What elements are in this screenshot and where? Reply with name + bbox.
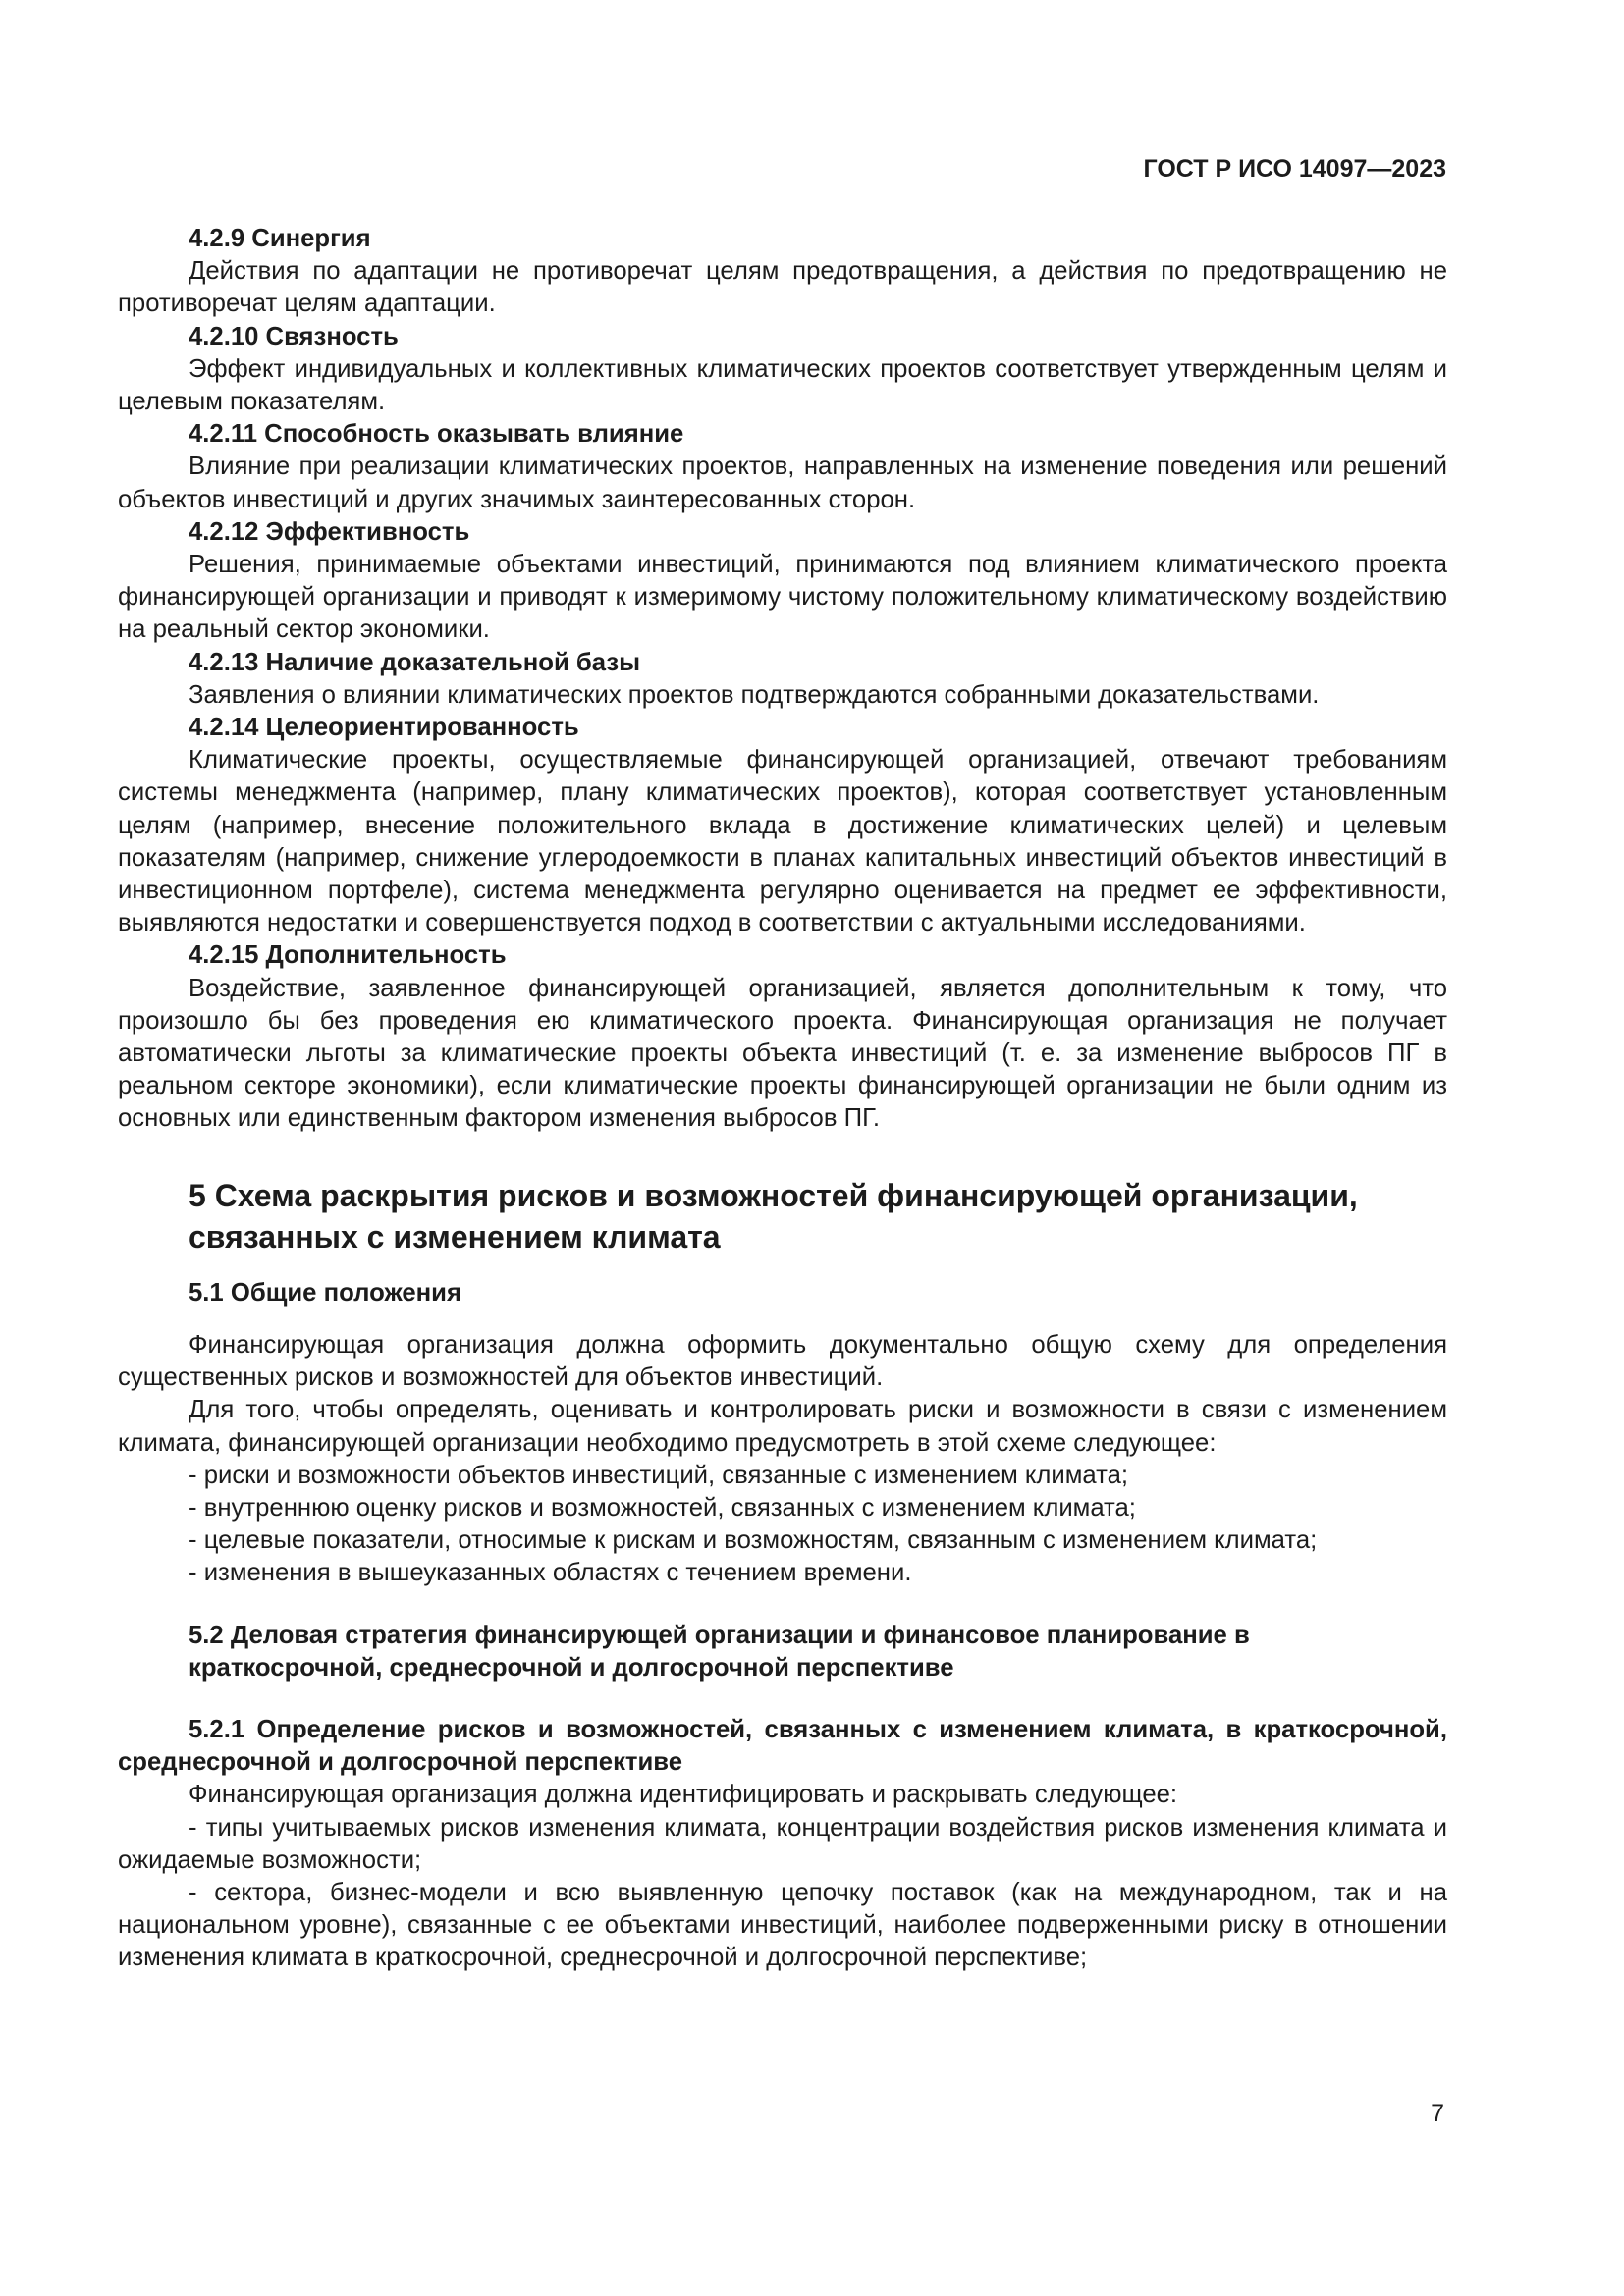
clause-heading-5-1: 5.1 Общие положения [189, 1278, 461, 1307]
list-item: - риски и возможности объектов инвестиций, связанные с изменением климата; [189, 1461, 1129, 1489]
clause-heading-5-2-1: 5.2.1 Определение рисков и возможностей, связанных с изменением климата, в краткосрочной, среднесрочной и долгосрочной перспективе [118, 1715, 1447, 1777]
clause-heading-4-2-13: 4.2.13 Наличие доказательной базы [189, 648, 641, 676]
paragraph: Решения, принимаемые объектами инвестиций, принимаются под влиянием климатического проекта финансирующей организации и приводят к измеримому чистому положительному климатическому воздействию на реальный сектор экономики. [118, 551, 1447, 644]
clause-heading-4-2-9: 4.2.9 Синергия [189, 225, 371, 252]
paragraph: Действия по адаптации не противоречат целям предотвращения, а действия по предотвращению не противоречат целям адаптации. [118, 257, 1447, 318]
clause-heading-4-2-11: 4.2.11 Способность оказывать влияние [189, 420, 684, 449]
clause-heading-4-2-12: 4.2.12 Эффективность [189, 517, 470, 546]
list-item: - внутреннюю оценку рисков и возможностей, связанных с изменением климата; [189, 1493, 1136, 1522]
paragraph: Заявления о влиянии климатических проектов подтверждаются собранными доказательствами. [189, 680, 1320, 709]
paragraph: Для того, чтобы определять, оценивать и контролировать риски и возможности в связи с изменением климата, финансирующей организации необходимо предусмотреть в этой схеме следующее: [118, 1396, 1447, 1457]
document-id-header: ГОСТ Р ИСО 14097—2023 [1143, 155, 1446, 183]
clause-heading-4-2-10: 4.2.10 Связность [189, 322, 399, 350]
paragraph: Влияние при реализации климатических проектов, направленных на изменение поведения или решений объектов инвестиций и других значимых заинтересованных сторон. [118, 453, 1447, 513]
paragraph: Воздействие, заявленное финансирующей организацией, является дополнительным к тому, что произошло бы без проведения ею климатического проекта. Финансирующая организация не получает автоматически льготы за климатические проекты объекта инвестиций (т. е. за изменение выбросов ПГ в реальном секторе экономики), если климатические проекты финансирующей организации не были одним из основных или единственным фактором изменения выбросов ПГ. [118, 974, 1447, 1133]
paragraph: Климатические проекты, осуществляемые финансирующей организацией, отвечают требованиям системы менеджмента (например, плану климатических проектов), которая соответствует установленным целям (например, внесение положительного вклада в достижение климатических целей) и целевым показателям (например, снижение углеродоемкости в планах капитальных инвестиций объектов инвестиций в инвестиционном портфеле), система менеджмента регулярно оценивается на предмет ее эффективности, выявляются недостатки и совершенствуется подход в соответствии с актуальными исследованиями. [118, 746, 1447, 937]
document-body [118, 223, 1447, 1975]
clause-heading-4-2-15: 4.2.15 Дополнительность [189, 941, 507, 970]
clause-heading-4-2-14: 4.2.14 Целеориентированность [189, 714, 579, 742]
list-item: - целевые показатели, относимые к рискам и возможностям, связанным с изменением климата; [189, 1526, 1318, 1555]
list-item: - изменения в вышеуказанных областях с течением времени. [189, 1559, 912, 1587]
page-number: 7 [1431, 2100, 1444, 2127]
clause-heading-5-2: 5.2 Деловая стратегия финансирующей организации и финансовое планирование в краткосрочной, среднесрочной и долгосрочной перспективе [189, 1621, 1250, 1682]
list-item: - сектора, бизнес-модели и всю выявленную цепочку поставок (как на международном, так и на национальном уровне), связанные с ее объектами инвестиций, наиболее подверженными риску в отношении изменения климата в краткосрочной, среднесрочной и долгосрочной перспективе; [118, 1878, 1447, 1972]
list-item: - типы учитываемых рисков изменения климата, концентрации воздействия рисков изменения климата и ожидаемые возможности; [118, 1813, 1447, 1874]
section-heading-5: 5 Схема раскрытия рисков и возможностей финансирующей организации, связанных с изменением климата [189, 1177, 1358, 1255]
paragraph: Финансирующая организация должна оформить документально общую схему для определения существенных рисков и возможностей для объектов инвестиций. [118, 1330, 1447, 1392]
paragraph: Финансирующая организация должна идентифицировать и раскрывать следующее: [189, 1781, 1178, 1809]
paragraph: Эффект индивидуальных и коллективных климатических проектов соответствует утвержденным целям и целевым показателям. [118, 354, 1447, 416]
